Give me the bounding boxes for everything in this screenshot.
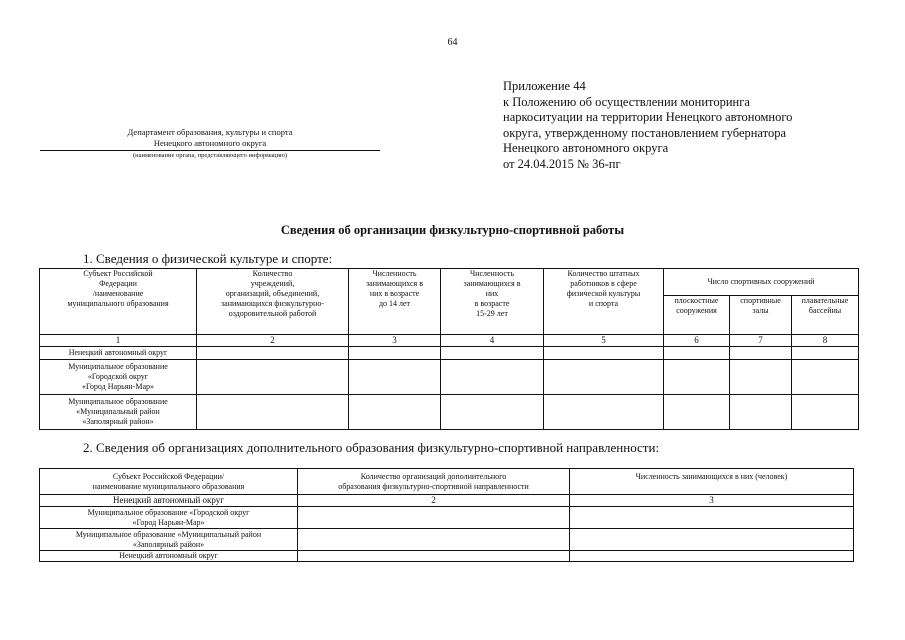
row-label: Муниципальное образование «Муниципальный район «Заполярный район»: [40, 395, 197, 430]
row-label: Ненецкий автономный округ: [40, 551, 298, 562]
row-label: Ненецкий автономный округ: [40, 347, 197, 360]
appendix-line: к Положению об осуществлении мониторинга: [503, 94, 750, 109]
header-pools: плавательные бассейны: [792, 296, 859, 335]
sports-table: [39, 268, 859, 430]
header-under-14: Численность занимающихся в них в возрасте до 14 лет: [349, 269, 441, 335]
appendix-block: [503, 79, 883, 173]
column-number: 4: [441, 335, 544, 347]
header-staff: Количество штатных работников в сфере физической культуры и спорта: [544, 269, 664, 335]
section1-heading: 1. Сведения о физической культуре и спорте:: [83, 251, 333, 266]
column-number: 7: [730, 335, 792, 347]
column-number: 3: [570, 495, 854, 507]
appendix-line: Ненецкого автономного округа: [503, 141, 669, 156]
document-title: Сведения об организации физкультурно-спортивной работы: [280, 223, 625, 237]
row-label: Муниципальное образование «Городской округ «Город Нарьян-Мар»: [40, 507, 298, 529]
appendix-line: наркоситуации на территории Ненецкого автономного: [503, 110, 793, 125]
column-number-row: [40, 495, 854, 507]
section2-heading: 2. Сведения об организациях дополнительного образования физкультурно-спортивной направленности:: [83, 440, 660, 455]
header-flat-facilities: плоскостные сооружения: [664, 296, 730, 335]
column-number-row: [40, 335, 859, 347]
table-row: [40, 360, 859, 395]
header-institutions: Количество учреждений, организаций, объединений, занимающихся физкультурно- оздоровительной работой: [197, 269, 349, 335]
table-row: [40, 529, 854, 551]
header-subject: Субъект Российской Федерации /наименование муниципального образования: [40, 269, 197, 335]
row-label: Ненецкий автономный округ: [113, 495, 224, 505]
table-row: [40, 347, 859, 360]
header-organizations: Количество организаций дополнительного образования физкультурно-спортивной направленности: [298, 469, 570, 495]
department-region: Ненецкого автономного округа: [153, 138, 267, 148]
header-facilities: Число спортивных сооружений: [664, 269, 859, 296]
appendix-line: Приложение 44: [503, 79, 586, 93]
column-number: 2: [197, 335, 349, 347]
department-block: [40, 127, 380, 160]
table-row: [40, 395, 859, 430]
row-label: Муниципальное образование «Муниципальный район «Заполярный район»: [40, 529, 298, 551]
header-sports-halls: спортивные залы: [730, 296, 792, 335]
column-number: 2: [298, 495, 570, 507]
column-number: 3: [349, 335, 441, 347]
column-number: 8: [792, 335, 859, 347]
column-number: 6: [664, 335, 730, 347]
table-row: [40, 507, 854, 529]
column-number: 5: [544, 335, 664, 347]
header-participants: Численность занимающихся в них (человек): [570, 469, 854, 495]
column-number: [40, 495, 298, 507]
appendix-line: от 24.04.2015 № 36-пг: [503, 156, 621, 171]
table-row: [40, 551, 854, 562]
appendix-line: округа, утвержденному постановлением губернатора: [503, 125, 786, 140]
education-table: [39, 468, 854, 562]
column-number: 1: [40, 335, 197, 347]
page-number: 64: [447, 37, 458, 48]
header-subject: Субъект Российской Федерации/ наименование муниципального образования: [40, 469, 298, 495]
header-age-15-29: Численность занимающихся в них в возрасте 15-29 лет: [441, 269, 544, 335]
row-label: Муниципальное образование «Городской округ «Город Нарьян-Мар»: [40, 360, 197, 395]
department-hint: (наименование органа, представляющего информацию): [132, 152, 288, 159]
department-name: Департамент образования, культуры и спорта: [127, 127, 293, 137]
